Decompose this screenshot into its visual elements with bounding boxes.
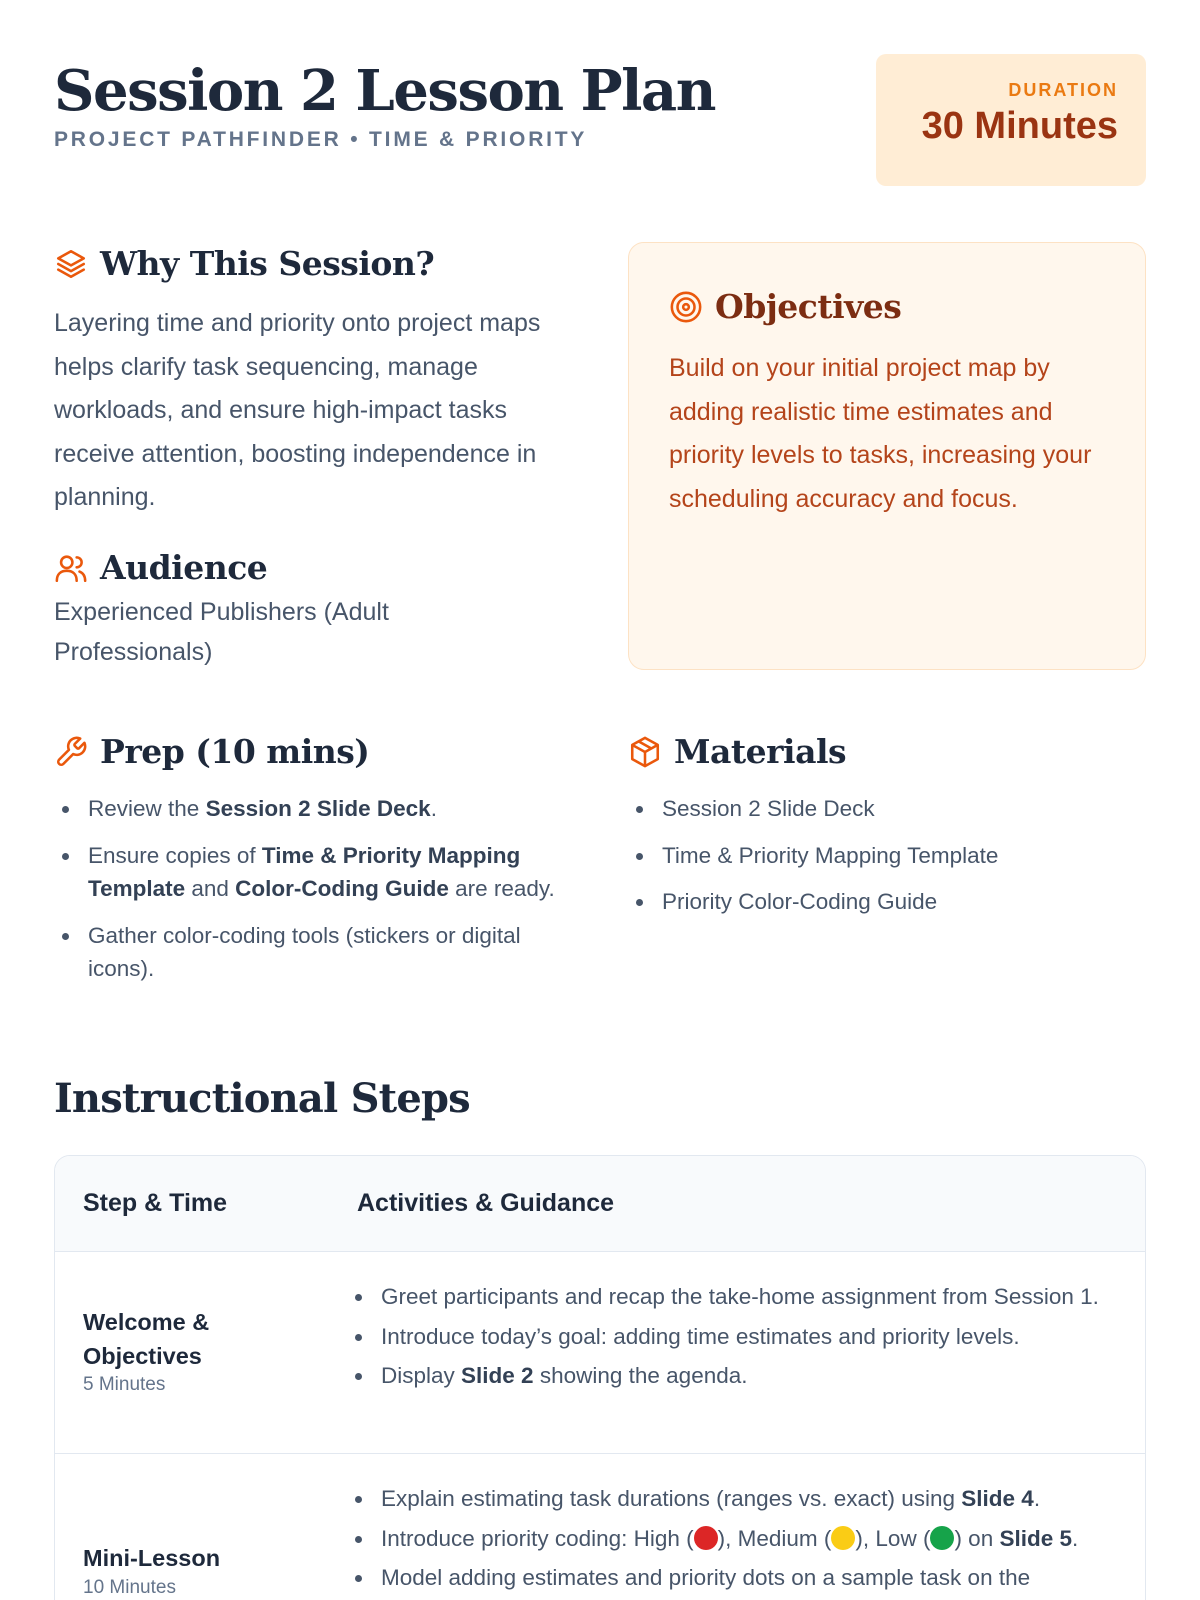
prep-item: Ensure copies of Time & Priority Mapping Template and Color-Coding Guide are ready. xyxy=(54,839,584,906)
col-step-time: Step & Time xyxy=(83,1189,228,1217)
table-row xyxy=(55,1454,1145,1600)
step-cell xyxy=(83,1542,220,1600)
why-title: Why This Session? xyxy=(100,244,435,283)
materials-title: Materials xyxy=(674,732,847,771)
prep-item: Gather color-coding tools (stickers or digital icons). xyxy=(54,919,584,986)
materials-item: Priority Color-Coding Guide xyxy=(628,885,1146,919)
step-cell xyxy=(83,1306,283,1397)
duration-value: 30 Minutes xyxy=(921,105,1118,147)
steps-table xyxy=(54,1155,1146,1600)
activities-cell xyxy=(347,1280,1117,1399)
why-heading xyxy=(54,244,434,283)
activities-cell xyxy=(347,1482,1117,1600)
activity-item: Display Slide 2 showing the agenda. xyxy=(347,1359,1117,1393)
prep-item: Review the Session 2 Slide Deck. xyxy=(54,792,584,826)
page-subtitle: PROJECT PATHFINDER • TIME & PRIORITY xyxy=(54,128,588,151)
materials-item: Session 2 Slide Deck xyxy=(628,792,1146,826)
steps-title: Instructional Steps xyxy=(54,1075,470,1122)
activities-list xyxy=(347,1280,1117,1393)
step-time: 10 Minutes xyxy=(83,1576,176,1598)
package-icon xyxy=(628,735,662,769)
high-priority-dot xyxy=(694,1526,718,1550)
step-name: Welcome & Objectives xyxy=(83,1309,210,1369)
activity-item: Explain estimating task durations (ranges vs. exact) using Slide 4. xyxy=(347,1482,1117,1516)
audience-text: Experienced Publishers (Adult Professionals) xyxy=(54,598,389,666)
col-activities: Activities & Guidance xyxy=(357,1189,615,1217)
activity-item: Introduce priority coding: High ( ), Medium ( ), Low ( ) on Slide 5. xyxy=(347,1522,1117,1556)
layers-icon xyxy=(54,247,88,281)
medium-priority-dot xyxy=(831,1526,855,1550)
duration-badge xyxy=(876,54,1146,186)
page-header xyxy=(54,56,715,152)
audience-title: Audience xyxy=(100,548,268,587)
objectives-card xyxy=(628,242,1146,670)
page-title: Session 2 Lesson Plan xyxy=(54,58,715,124)
low-priority-dot xyxy=(930,1526,954,1550)
prep-heading xyxy=(54,732,369,771)
table-header xyxy=(55,1156,1145,1252)
materials-list xyxy=(628,792,1146,932)
duration-label: DURATION xyxy=(1008,80,1118,100)
activities-list xyxy=(347,1482,1117,1595)
prep-title: Prep (10 mins) xyxy=(100,732,370,771)
activity-item: Model adding estimates and priority dots on a sample task on the xyxy=(347,1561,1117,1595)
audience-heading xyxy=(54,548,267,587)
users-icon xyxy=(54,551,88,585)
prep-list xyxy=(54,792,584,999)
materials-heading xyxy=(628,732,846,771)
objectives-heading xyxy=(669,287,901,326)
objectives-title: Objectives xyxy=(715,287,902,326)
step-name: Mini-Lesson xyxy=(83,1545,221,1571)
wrench-icon xyxy=(54,735,88,769)
objectives-text: Build on your initial project map by adding realistic time estimates and priority levels to tasks, increasing your scheduling accuracy and focus. xyxy=(669,354,1092,513)
table-row xyxy=(55,1252,1145,1454)
materials-item: Time & Priority Mapping Template xyxy=(628,839,1146,873)
why-text: Layering time and priority onto project maps helps clarify task sequencing, manage workloads, and ensure high-impact tasks receive attention, boosting independence in planning. xyxy=(54,309,541,511)
activity-item: Introduce today’s goal: adding time estimates and priority levels. xyxy=(347,1320,1117,1354)
activity-item: Greet participants and recap the take-home assignment from Session 1. xyxy=(347,1280,1117,1314)
step-time: 5 Minutes xyxy=(83,1374,166,1395)
target-icon xyxy=(669,290,703,324)
